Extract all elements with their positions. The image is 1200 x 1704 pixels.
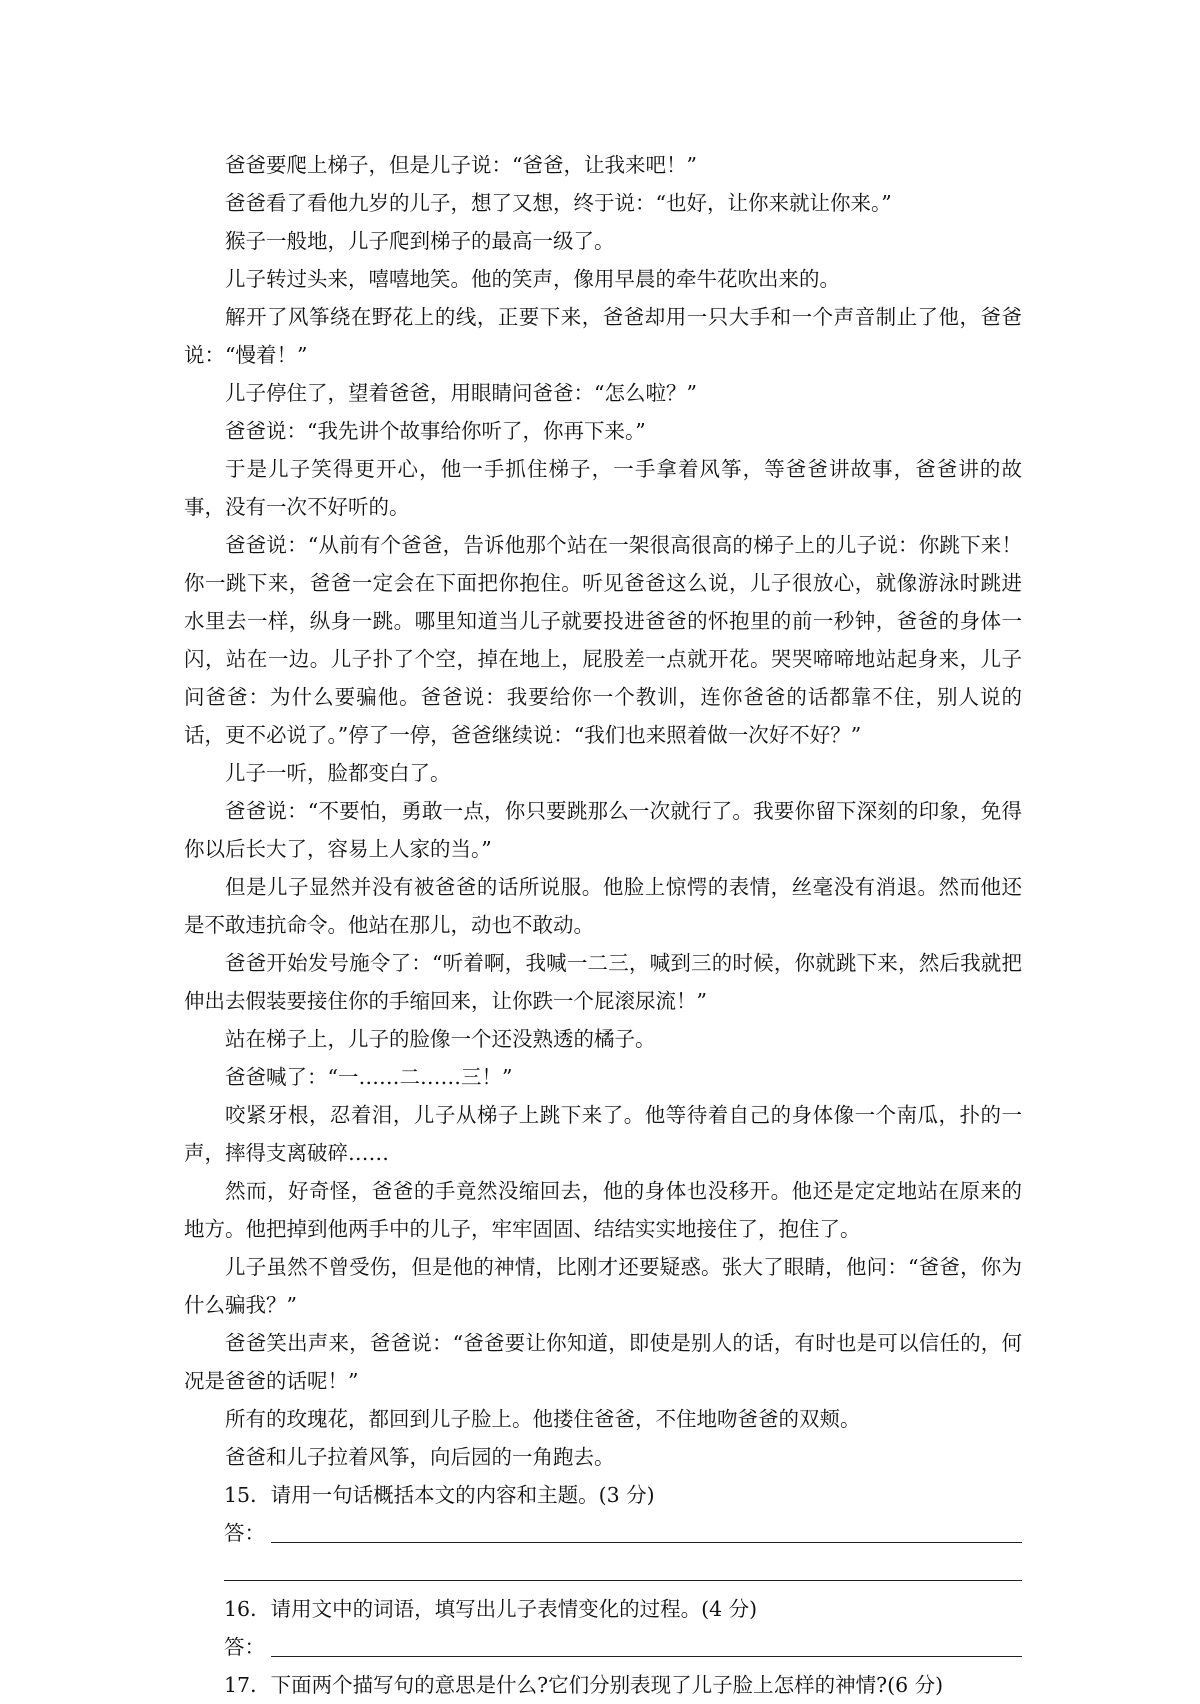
paragraph: 儿子转过头来，嘻嘻地笑。他的笑声，像用早晨的牵牛花吹出来的。 xyxy=(225,267,840,291)
question-15-text: 15．请用一句话概括本文的内容和主题。(3 分) xyxy=(224,1483,655,1507)
paragraph: 解开了风筝绕在野花上的线，正要下来，爸爸却用一只大手和一个声音制止了他，爸爸说：“慢着！” xyxy=(184,305,1022,367)
paragraph: 儿子虽然不曾受伤，但是他的神情，比刚才还要疑惑。张大了眼睛，他问：“爸爸，你为什么骗我？” xyxy=(184,1255,1022,1317)
question-16-answer-row xyxy=(184,1628,1022,1666)
question-16-answer-label: 答： xyxy=(224,1635,265,1659)
question-15-extra-answer-line[interactable] xyxy=(224,1580,1022,1581)
question-16-answer-line[interactable] xyxy=(271,1655,1022,1657)
paragraph: 爸爸说：“我先讲个故事给你听了，你再下来。” xyxy=(225,419,646,443)
paragraph: 爸爸说：“不要怕，勇敢一点，你只要跳那么一次就行了。我要你留下深刻的印象，免得你以后长大了，容易上人家的当。” xyxy=(184,799,1022,861)
paragraph: 爸爸开始发号施令了：“听着啊，我喊一二三，喊到三的时候，你就跳下来，然后我就把伸出去假装要接住你的手缩回来，让你跌一个屁滚尿流！” xyxy=(184,951,1022,1013)
paragraph: 爸爸要爬上梯子，但是儿子说：“爸爸，让我来吧！” xyxy=(225,153,697,177)
paragraph: 咬紧牙根，忍着泪，儿子从梯子上跳下来了。他等待着自己的身体像一个南瓜，扑的一声，摔得支离破碎…… xyxy=(184,1103,1022,1165)
paragraph: 所有的玫瑰花，都回到儿子脸上。他搂住爸爸，不住地吻爸爸的双颊。 xyxy=(225,1407,861,1431)
question-17-text: 17．下面两个描写句的意思是什么?它们分别表现了儿子脸上怎样的神情?(6 分) xyxy=(224,1673,944,1697)
paragraph: 然而，好奇怪，爸爸的手竟然没缩回去，他的身体也没移开。他还是定定地站在原来的地方。他把掉到他两手中的儿子，牢牢固固、结结实实地接住了，抱住了。 xyxy=(184,1179,1022,1241)
question-15-extra-answer-row xyxy=(184,1552,1022,1590)
question-15-answer-label: 答： xyxy=(224,1521,265,1545)
paragraph: 爸爸喊了：“一……二……三！” xyxy=(225,1065,513,1089)
paragraph: 爸爸看了看他九岁的儿子，想了又想，终于说：“也好，让你来就让你来。” xyxy=(225,191,892,215)
paragraph: 儿子停住了，望着爸爸，用眼睛问爸爸：“怎么啦？” xyxy=(225,381,697,405)
paragraph: 爸爸笑出声来，爸爸说：“爸爸要让你知道，即使是别人的话，有时也是可以信任的，何况是爸爸的话呢！” xyxy=(184,1331,1022,1393)
paragraph: 儿子一听，脸都变白了。 xyxy=(225,761,451,785)
question-17 xyxy=(184,1666,1022,1704)
question-16 xyxy=(184,1590,1022,1666)
reading-passage xyxy=(184,146,1022,1704)
paragraph: 爸爸说：“从前有个爸爸，告诉他那个站在一架很高很高的梯子上的儿子说：你跳下来！你一跳下来，爸爸一定会在下面把你抱住。听见爸爸这么说，儿子很放心，就像游泳时跳进水里去一样，纵身一跳。哪里知道当儿子就要投进爸爸的怀抱里的前一秒钟，爸爸的身体一闪，站在一边。儿子扑了个空，掉在地上，屁股差一点就开花。哭哭啼啼地站起身来，儿子问爸爸：为什么要骗他。爸爸说：我要给你一个教训，连你爸爸的话都靠不住，别人说的话，更不必说了。”停了一停，爸爸继续说：“我们也来照着做一次好不好？” xyxy=(184,533,1022,747)
paragraph: 但是儿子显然并没有被爸爸的话所说服。他脸上惊愕的表情，丝毫没有消退。然而他还是不敢违抗命令。他站在那儿，动也不敢动。 xyxy=(184,875,1022,937)
paragraph: 猴子一般地，儿子爬到梯子的最高一级了。 xyxy=(225,229,615,253)
paragraph: 于是儿子笑得更开心，他一手抓住梯子，一手拿着风筝，等爸爸讲故事，爸爸讲的故事，没有一次不好听的。 xyxy=(184,457,1022,519)
paragraph: 爸爸和儿子拉着风筝，向后园的一角跑去。 xyxy=(225,1445,615,1469)
question-16-text: 16．请用文中的词语，填写出儿子表情变化的过程。(4 分) xyxy=(224,1597,758,1621)
question-15-answer-row xyxy=(184,1514,1022,1552)
paragraph: 站在梯子上，儿子的脸像一个还没熟透的橘子。 xyxy=(225,1027,656,1051)
question-15 xyxy=(184,1476,1022,1590)
question-15-answer-line[interactable] xyxy=(271,1541,1022,1543)
